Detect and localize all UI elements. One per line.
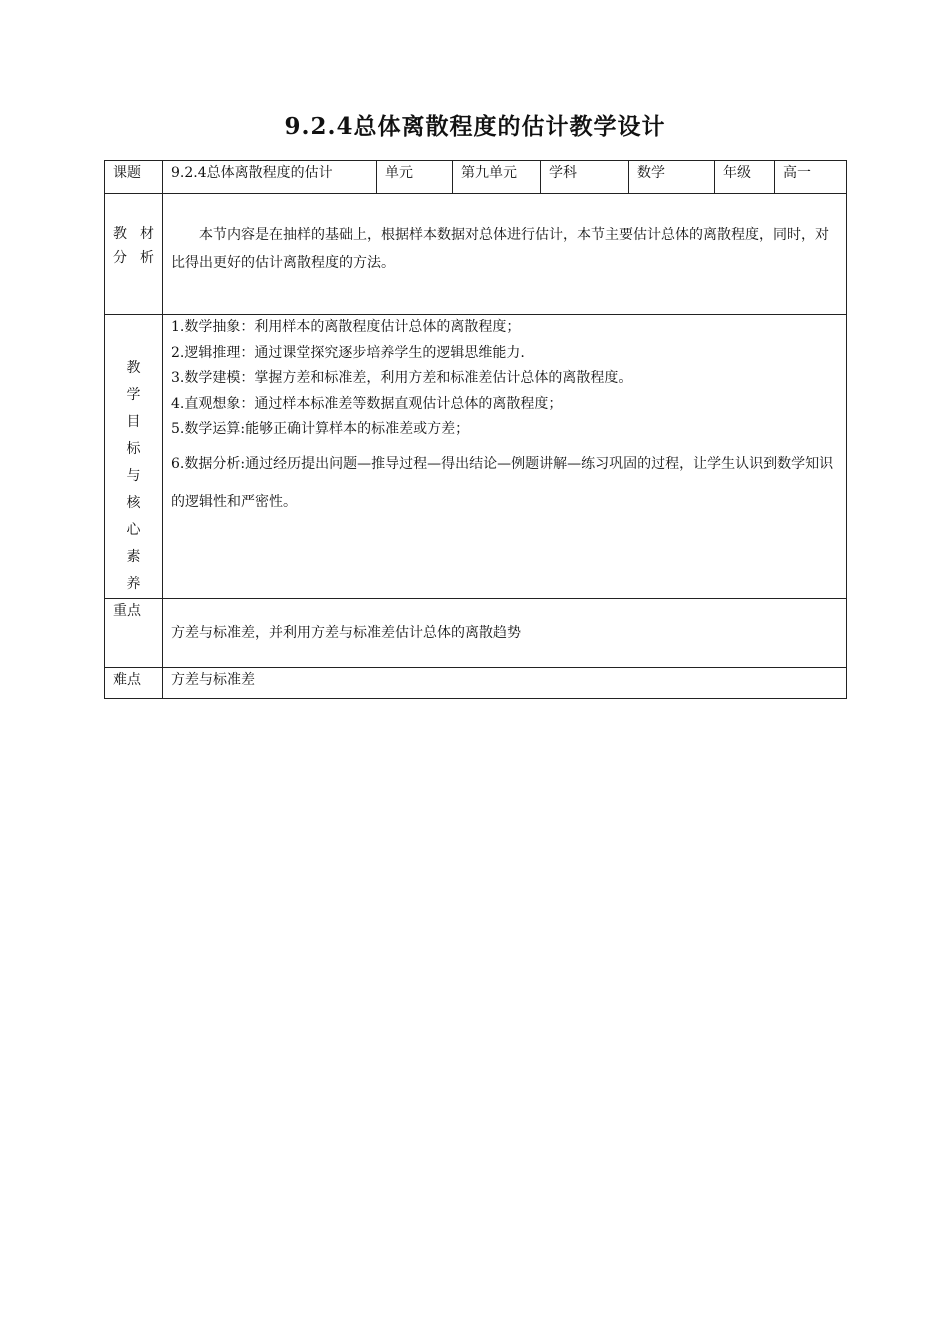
goals-label <box>105 315 163 599</box>
goals-row <box>105 315 847 599</box>
goals-label-line: 教学 <box>126 360 151 403</box>
difficulties-text: 方差与标准差 <box>163 668 847 699</box>
subject-value: 数学 <box>629 161 715 194</box>
key-points-label: 重点 <box>105 599 163 668</box>
goal-item: 1.数学抽象：利用样本的离散程度估计总体的离散程度； <box>171 319 521 335</box>
key-points-text: 方差与标准差，并利用方差与标准差估计总体的离散趋势 <box>163 599 847 668</box>
topic-value: 9.2.4总体离散程度的估计 <box>163 161 377 194</box>
header-row <box>105 161 847 194</box>
lesson-plan-table <box>104 160 847 699</box>
goal-item: 2.逻辑推理：通过课堂探究逐步培养学生的逻辑思维能力. <box>171 344 525 361</box>
subject-label: 学科 <box>541 161 629 194</box>
goal-item: 6.数据分析:通过经历提出问题—推导过程—得出结论—例题讲解—练习巩固的过程，让学生认识到数学知识的逻辑性和严密性。 <box>171 455 834 510</box>
topic-label: 课题 <box>105 161 163 194</box>
goal-item: 4.直观想象：通过样本标准差等数据直观估计总体的离散程度； <box>171 395 563 412</box>
unit-value: 第九单元 <box>453 161 541 194</box>
difficulties-label: 难点 <box>105 668 163 699</box>
goals-label-line: 心素 <box>126 522 151 565</box>
document-title: 9.2.4总体离散程度的估计教学设计 <box>284 113 666 140</box>
goal-item: 3.数学建模：掌握方差和标准差，利用方差和标准差估计总体的离散程度。 <box>171 370 633 386</box>
analysis-text: 本节内容是在抽样的基础上，根据样本数据对总体进行估计，本节主要估计总体的离散程度，同时，对比得出更好的估计离散程度的方法。 <box>163 194 847 315</box>
goals-label-line: 与核 <box>126 468 151 511</box>
unit-label: 单元 <box>377 161 453 194</box>
grade-value: 高一 <box>775 161 847 194</box>
goals-list <box>163 315 847 599</box>
key-points-row <box>105 599 847 668</box>
goal-item: 5.数学运算:能够正确计算样本的标准差或方差； <box>171 421 470 437</box>
goals-label-line: 养 <box>126 576 151 592</box>
goals-label-line: 目标 <box>126 414 151 457</box>
grade-label: 年级 <box>715 161 775 194</box>
difficulties-row <box>105 668 847 699</box>
analysis-label: 教材分析 <box>105 194 163 315</box>
analysis-row <box>105 194 847 315</box>
